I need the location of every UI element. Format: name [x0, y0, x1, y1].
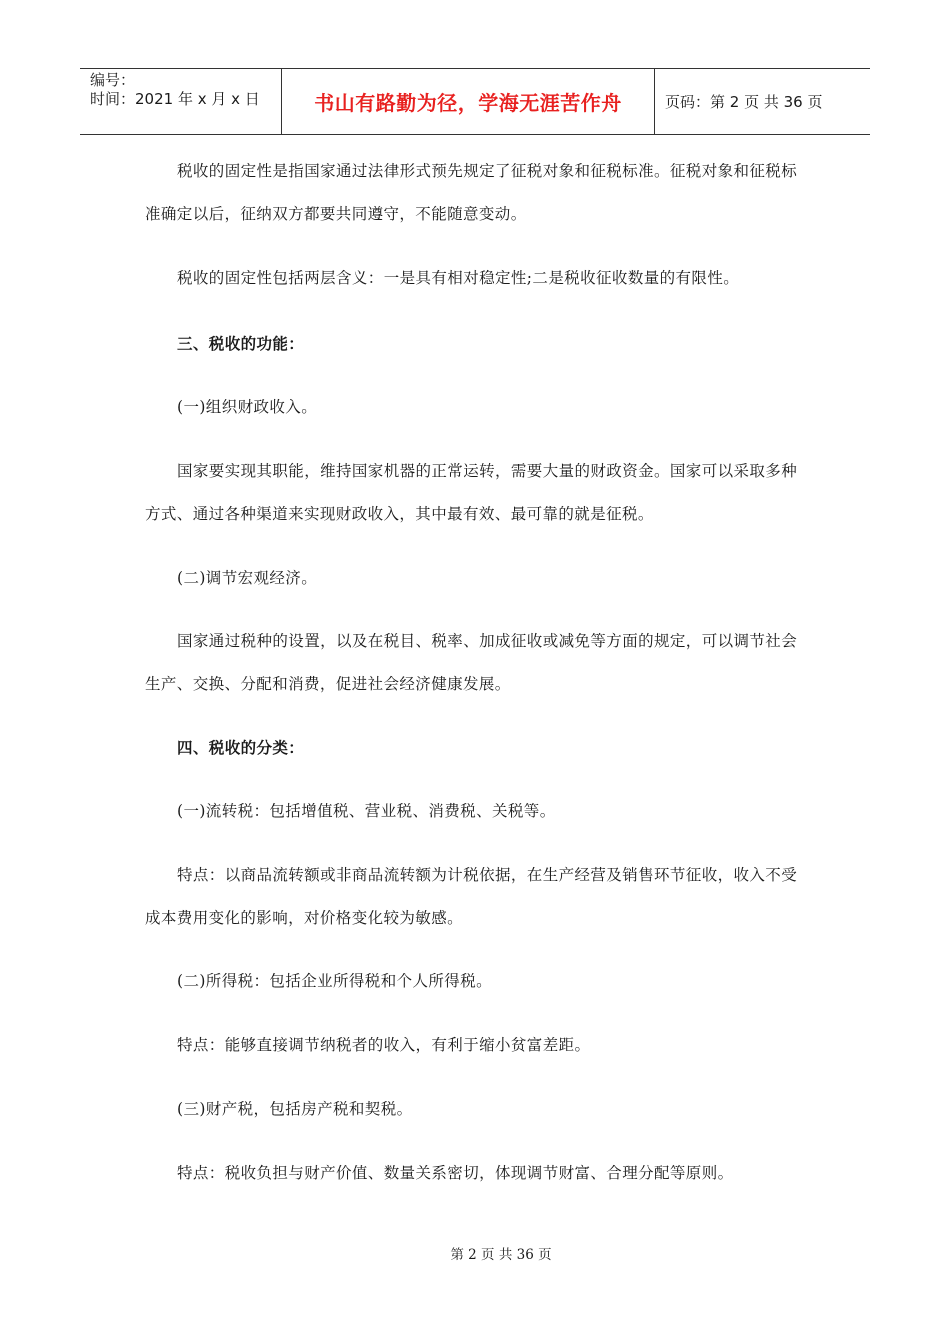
- header-motto: 书山有路勤为径，学海无涯苦作舟: [282, 69, 655, 134]
- paragraph-fixity-definition: 税收的固定性是指国家通过法律形式预先规定了征税对象和征税标准。征税对象和征税标准确定以后，征纳双方都要共同遵守，不能随意变动。: [145, 162, 798, 223]
- header-page-indicator: 页码：第 2 页 共 36 页: [665, 93, 823, 111]
- paragraph-property-tax-features: 特点：税收负担与财产价值、数量关系密切，体现调节财富、合理分配等原则。: [177, 1164, 734, 1182]
- subheading-property-tax: (三)财产税，包括房产税和契税。: [177, 1100, 413, 1118]
- subheading-fiscal-revenue: (一)组织财政收入。: [177, 398, 318, 416]
- section-heading-functions: 三、税收的功能：: [177, 334, 305, 353]
- subheading-macro-regulation: (二)调节宏观经济。: [177, 569, 318, 587]
- page-header: [80, 68, 870, 135]
- paragraph-fiscal-revenue: 国家要实现其职能，维持国家机器的正常运转，需要大量的财政资金。国家可以采取多种方式、通过各种渠道来实现财政收入，其中最有效、最可靠的就是征税。: [145, 462, 798, 523]
- paragraph-fixity-meaning: 税收的固定性包括两层含义：一是具有相对稳定性;二是税收征收数量的有限性。: [177, 269, 740, 287]
- section-heading-classification: 四、税收的分类：: [177, 738, 305, 757]
- header-meta: [80, 69, 282, 134]
- subheading-income-tax: (二)所得税：包括企业所得税和个人所得税。: [177, 972, 492, 990]
- document-code-label: 编号：: [90, 71, 136, 89]
- paragraph-macro-regulation: 国家通过税种的设置，以及在税目、税率、加成征收或减免等方面的规定，可以调节社会生产、交换、分配和消费，促进社会经济健康发展。: [145, 632, 798, 693]
- document-date-label: 时间：2021 年 x 月 x 日: [90, 90, 260, 108]
- subheading-turnover-tax: (一)流转税：包括增值税、营业税、消费税、关税等。: [177, 802, 556, 820]
- page-footer: 第 2 页 共 36 页: [450, 1247, 552, 1263]
- paragraph-turnover-tax-features: 特点：以商品流转额或非商品流转额为计税依据，在生产经营及销售环节征收，收入不受成本费用变化的影响，对价格变化较为敏感。: [145, 866, 798, 927]
- paragraph-income-tax-features: 特点：能够直接调节纳税者的收入，有利于缩小贫富差距。: [177, 1036, 591, 1054]
